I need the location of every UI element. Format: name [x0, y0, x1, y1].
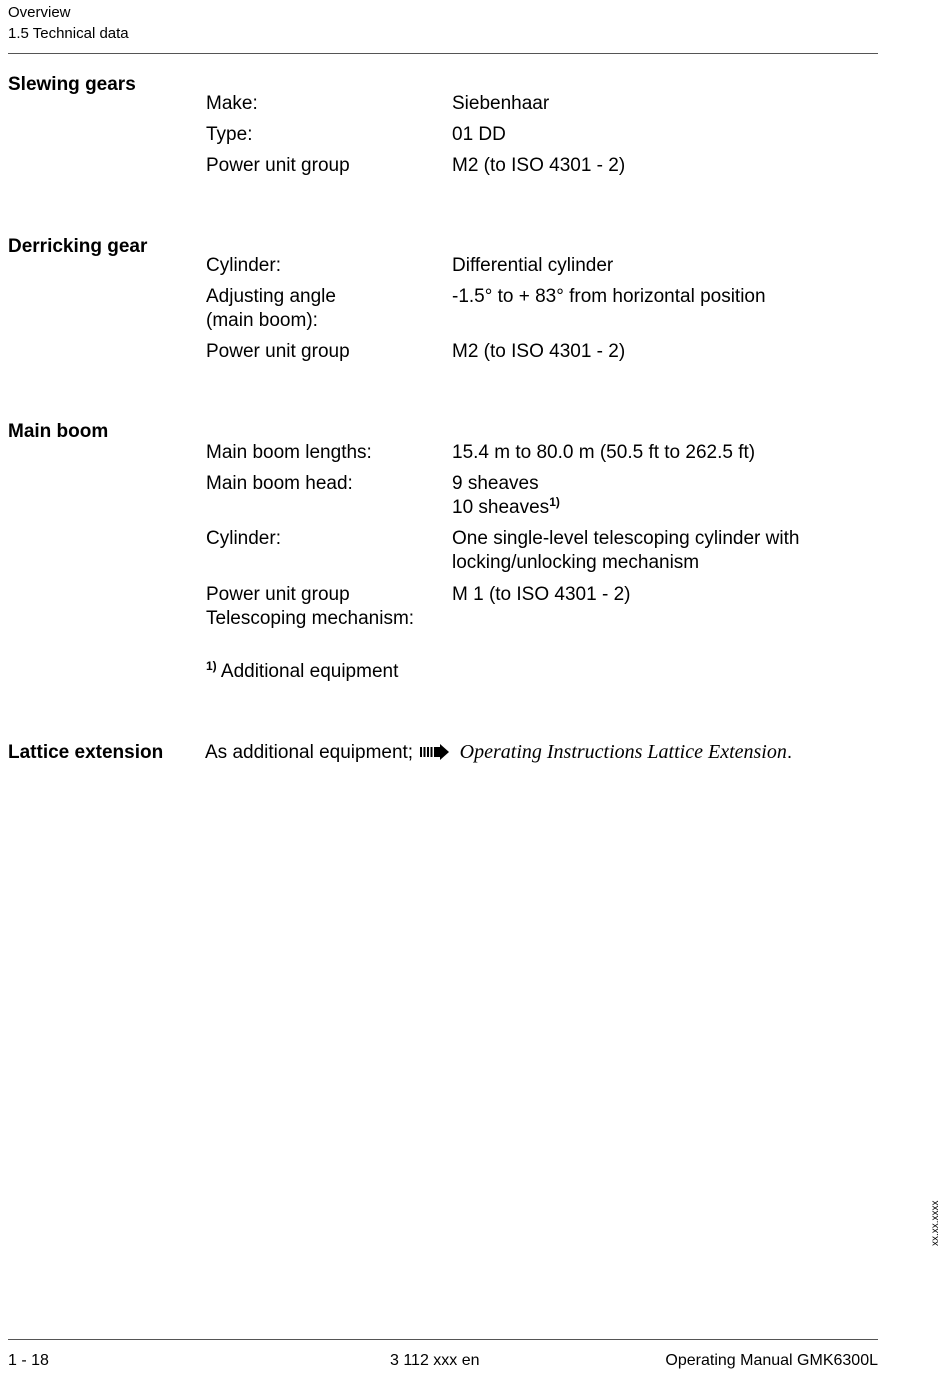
spec-value-line: One single-level telescoping cylinder with [452, 528, 800, 549]
section-title-slewing-gears: Slewing gears [8, 74, 136, 95]
spec-value: Siebenhaar [452, 93, 550, 114]
section-title-derricking-gear: Derricking gear [8, 236, 148, 257]
side-document-code: xx.xx.xxxx [930, 1200, 941, 1246]
spec-value: 01 DD [452, 124, 506, 145]
lattice-period: . [786, 742, 793, 763]
spec-label [206, 583, 446, 631]
header-rule [8, 53, 878, 54]
arrow-reference-icon [420, 744, 450, 760]
footer-rule [8, 1339, 878, 1340]
spec-label: Power unit group [206, 155, 350, 176]
spec-value: -1.5° to + 83° from horizontal position [452, 286, 766, 307]
spec-value [452, 472, 892, 520]
page-header [8, 2, 129, 44]
spec-label: Power unit group [206, 341, 350, 362]
spec-value: 15.4 m to 80.0 m (50.5 ft to 262.5 ft) [452, 442, 756, 463]
spec-value-line [452, 496, 892, 520]
footer-page-number: 1 - 18 [8, 1352, 49, 1369]
spec-value: M 1 (to ISO 4301 - 2) [452, 584, 631, 605]
footer-doc-number: 3 112 xxx en [390, 1352, 480, 1369]
spec-value [452, 527, 892, 575]
spec-value: M2 (to ISO 4301 - 2) [452, 341, 626, 362]
spec-label: Main boom lengths: [206, 442, 372, 463]
spec-label-line: Power unit group [206, 584, 350, 605]
lattice-reference: Operating Instructions Lattice Extension [459, 741, 787, 763]
spec-value: Differential cylinder [452, 255, 614, 276]
footnote [206, 660, 398, 684]
spec-value-line: 9 sheaves [452, 473, 539, 494]
lattice-text-lead: As additional equipment; [205, 742, 414, 763]
footnote-marker: 1) [206, 659, 217, 673]
section-title-main-boom: Main boom [8, 421, 109, 442]
header-chapter: Overview [8, 4, 71, 21]
header-section: 1.5 Technical data [8, 25, 129, 42]
spec-label: Type: [206, 124, 253, 145]
spec-label-line: (main boom): [206, 310, 318, 331]
lattice-extension-text [205, 740, 792, 765]
spec-label: Cylinder: [206, 528, 281, 549]
footnote-reference: 1) [549, 495, 560, 509]
spec-label-line: Adjusting angle [206, 286, 336, 307]
spec-label-line: Telescoping mechanism: [206, 608, 415, 629]
spec-label [206, 285, 446, 333]
spec-label: Cylinder: [206, 255, 281, 276]
spec-value-text: 10 sheaves [452, 497, 550, 518]
spec-value-line: locking/unlocking mechanism [452, 552, 700, 573]
spec-label: Main boom head: [206, 473, 353, 494]
section-title-lattice-extension: Lattice extension [8, 742, 164, 763]
footnote-text: Additional equipment [220, 661, 399, 682]
footer-manual-title: Operating Manual GMK6300L [665, 1352, 878, 1369]
spec-value: M2 (to ISO 4301 - 2) [452, 155, 626, 176]
spec-label: Make: [206, 93, 258, 114]
